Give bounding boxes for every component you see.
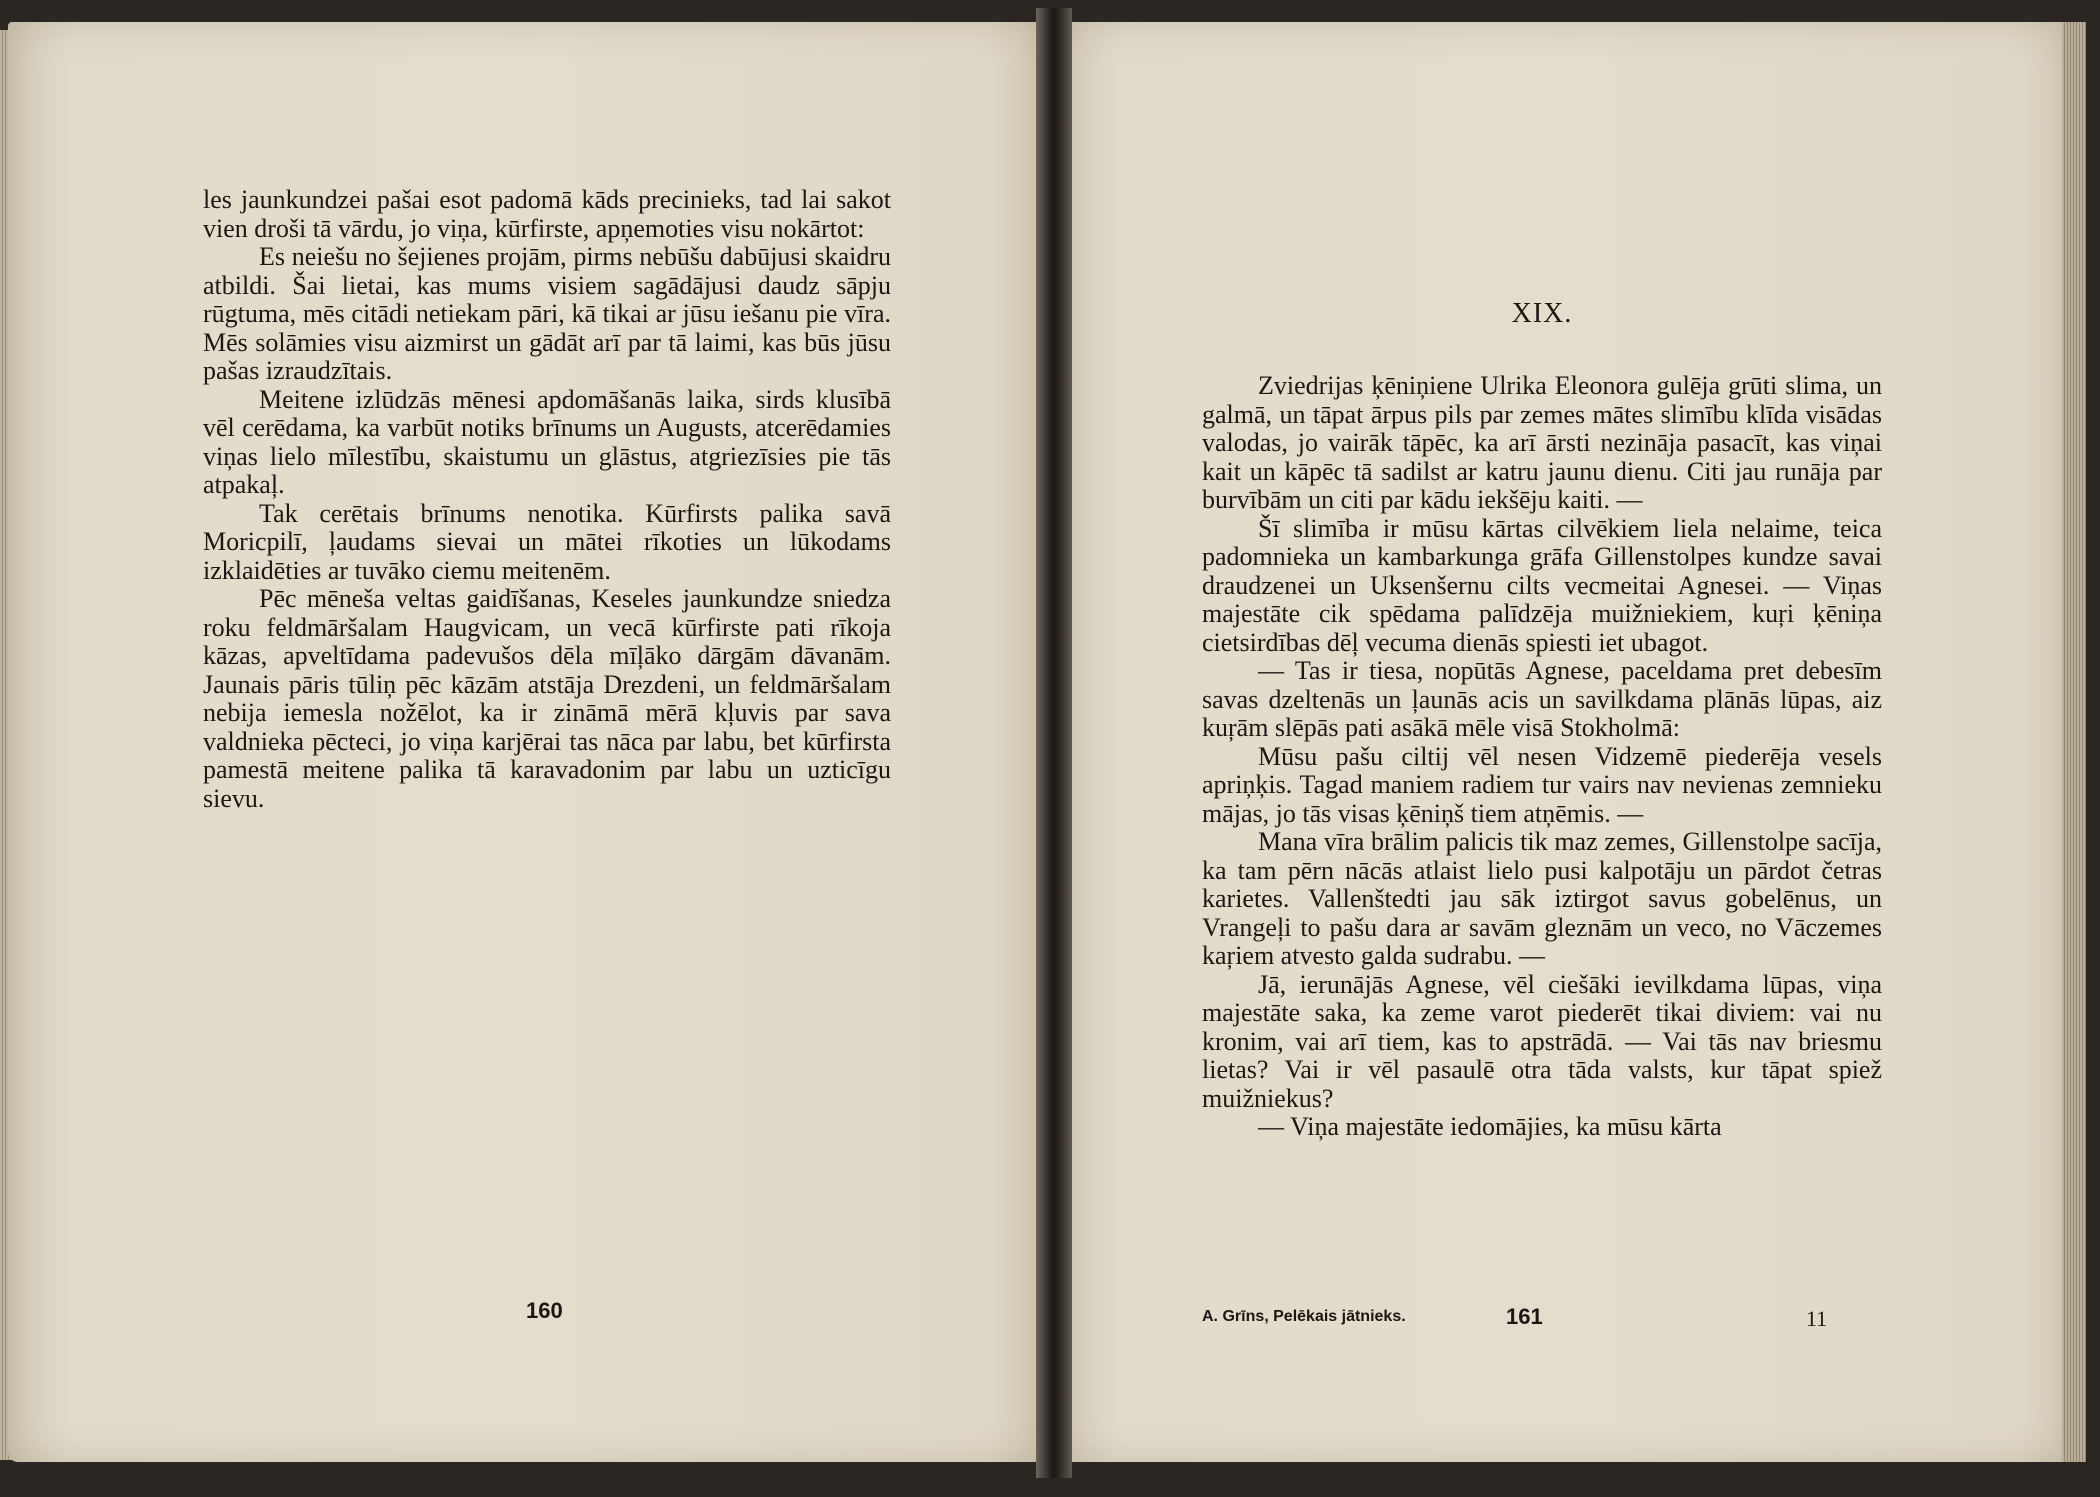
- paragraph: Pēc mēneša veltas gaidīšanas, Keseles jaunkundze sniedza roku feldmāršalam Haugvicam, un vecā kūrfirste pati rīkoja kāzas, apveltīdama padevušos dēla mīļāko dārgām dāvanām. Jaunais pāris tūliņ pēc kāzām atstāja Drezdeni, un feldmāršalam nebija iemesla nožēlot, ka ir zināmā mērā kļuvis par sava valdnieka pēcteci, jo viņa karjērai tas nāca par labu, bet kūrfirsta pamestā meitene palika tā karavadonim par labu un uzticīgu sievu.: [203, 584, 891, 813]
- right-page: [1058, 22, 2078, 1462]
- right-page-body: [1202, 372, 1882, 1142]
- paragraph: Zviedrijas ķēniņiene Ulrika Eleonora gulēja grūti slima, un galmā, un tāpat ārpus pils par zemes mātes slimību klīda visādas valodas, jo vairāk tāpēc, ka arī ārsti nezināja pasacīt, kas viņai kait un kāpēc tā sadilst ar katru jaunu dienu. Citi jau runāja par burvībām un citi par kādu iekšēju kaiti. —: [1202, 371, 1882, 514]
- paragraph: Mana vīra brālim palicis tik maz zemes, Gillenstolpe sacīja, ka tam pērn nācās atlaist lielo pusi kalpotāju un pārdot četras karietes. Vallenštedti jau sāk iztirgot savus gobelēnus, un Vrangeļi to pašu dara ar savām gleznām un veco, no Vāczemes kaŗiem atvesto galda sudrabu. —: [1202, 827, 1882, 970]
- paragraph: les jaunkundzei pašai esot padomā kāds precinieks, tad lai sakot vien droši tā vārdu, jo viņa, kūrfirste, apņemoties visu nokārtot:: [203, 185, 891, 243]
- book-gutter: [1036, 8, 1072, 1478]
- left-page-body: [203, 186, 891, 813]
- footer-author-title: A. Grīns, Pelēkais jātnieks.: [1202, 1308, 1406, 1325]
- page-number: 160: [526, 1298, 563, 1323]
- paragraph: — Tas ir tiesa, nopūtās Agnese, paceldama pret debesīm savas dzeltenās un ļaunās acis un savilkdama plānās lūpas, aiz kuŗām slēpās pati asākā mēle visā Stokholmā:: [1202, 656, 1882, 742]
- signature-mark: 11: [1806, 1306, 1828, 1331]
- paragraph: Tak cerētais brīnums nenotika. Kūrfirsts palika savā Moricpilī, ļaudams sievai un mātei rīkoties un lūkodams izklaidēties ar tuvāko ciemu meitenēm.: [203, 498, 891, 585]
- paragraph: Mūsu pašu ciltij vēl nesen Vidzemē piederēja vesels apriņķis. Tagad maniem radiem tur vairs nav nevienas zemnieku mājas, jo tās visas ķēniņš tiem atņēmis. —: [1202, 741, 1882, 828]
- paragraph: Šī slimība ir mūsu kārtas cilvēkiem liela nelaime, teica padomnieka un kambarkunga grāfa Gillenstolpes kundze savai draudzenei un Uksenšernu cilts vecmeitai Agnesei. — Viņas majestāte cik spēdama palīdzēja muižniekiem, kuŗi ķēniņa cietsirdības dēļ vecuma dienās spiesti iet ubagot.: [1202, 513, 1882, 657]
- chapter-heading: XIX.: [1511, 298, 1573, 329]
- right-page-edges: [2062, 22, 2086, 1462]
- paragraph: Es neiešu no šejienes projām, pirms nebūšu dabūjusi skaidru atbildi. Šai lietai, kas mums visiem sagādājusi daudz sāpju rūgtuma, mēs citādi netiekam pāri, kā tikai ar jūsu iešanu pie vīra. Mēs solāmies visu aizmirst un gādāt arī par tā laimi, kas būs jūsu pašas izraudzītais.: [203, 242, 891, 385]
- paragraph: Jā, ierunājās Agnese, vēl ciešāki ievilkdama lūpas, viņa majestāte saka, ka zeme varot piederēt tikai diviem: vai nu kronim, vai arī tiem, kas to apstrādā. — Vai tās nav briesmu lietas? Vai ir vēl pasaulē otra tāda valsts, kur tāpat spiež muižniekus?: [1202, 969, 1882, 1113]
- page-number: 161: [1506, 1304, 1543, 1329]
- left-page: [8, 22, 1048, 1462]
- paragraph: — Viņa majestāte iedomājies, ka mūsu kārta: [1258, 1112, 1722, 1141]
- paragraph: Meitene izlūdzās mēnesi apdomāšanās laika, sirds klusībā vēl cerēdama, ka varbūt notiks brīnums un Augusts, atcerēdamies viņas lielo mīlestību, skaistumu un glāstus, atgriezīsies pie tās atpakaļ.: [203, 384, 891, 499]
